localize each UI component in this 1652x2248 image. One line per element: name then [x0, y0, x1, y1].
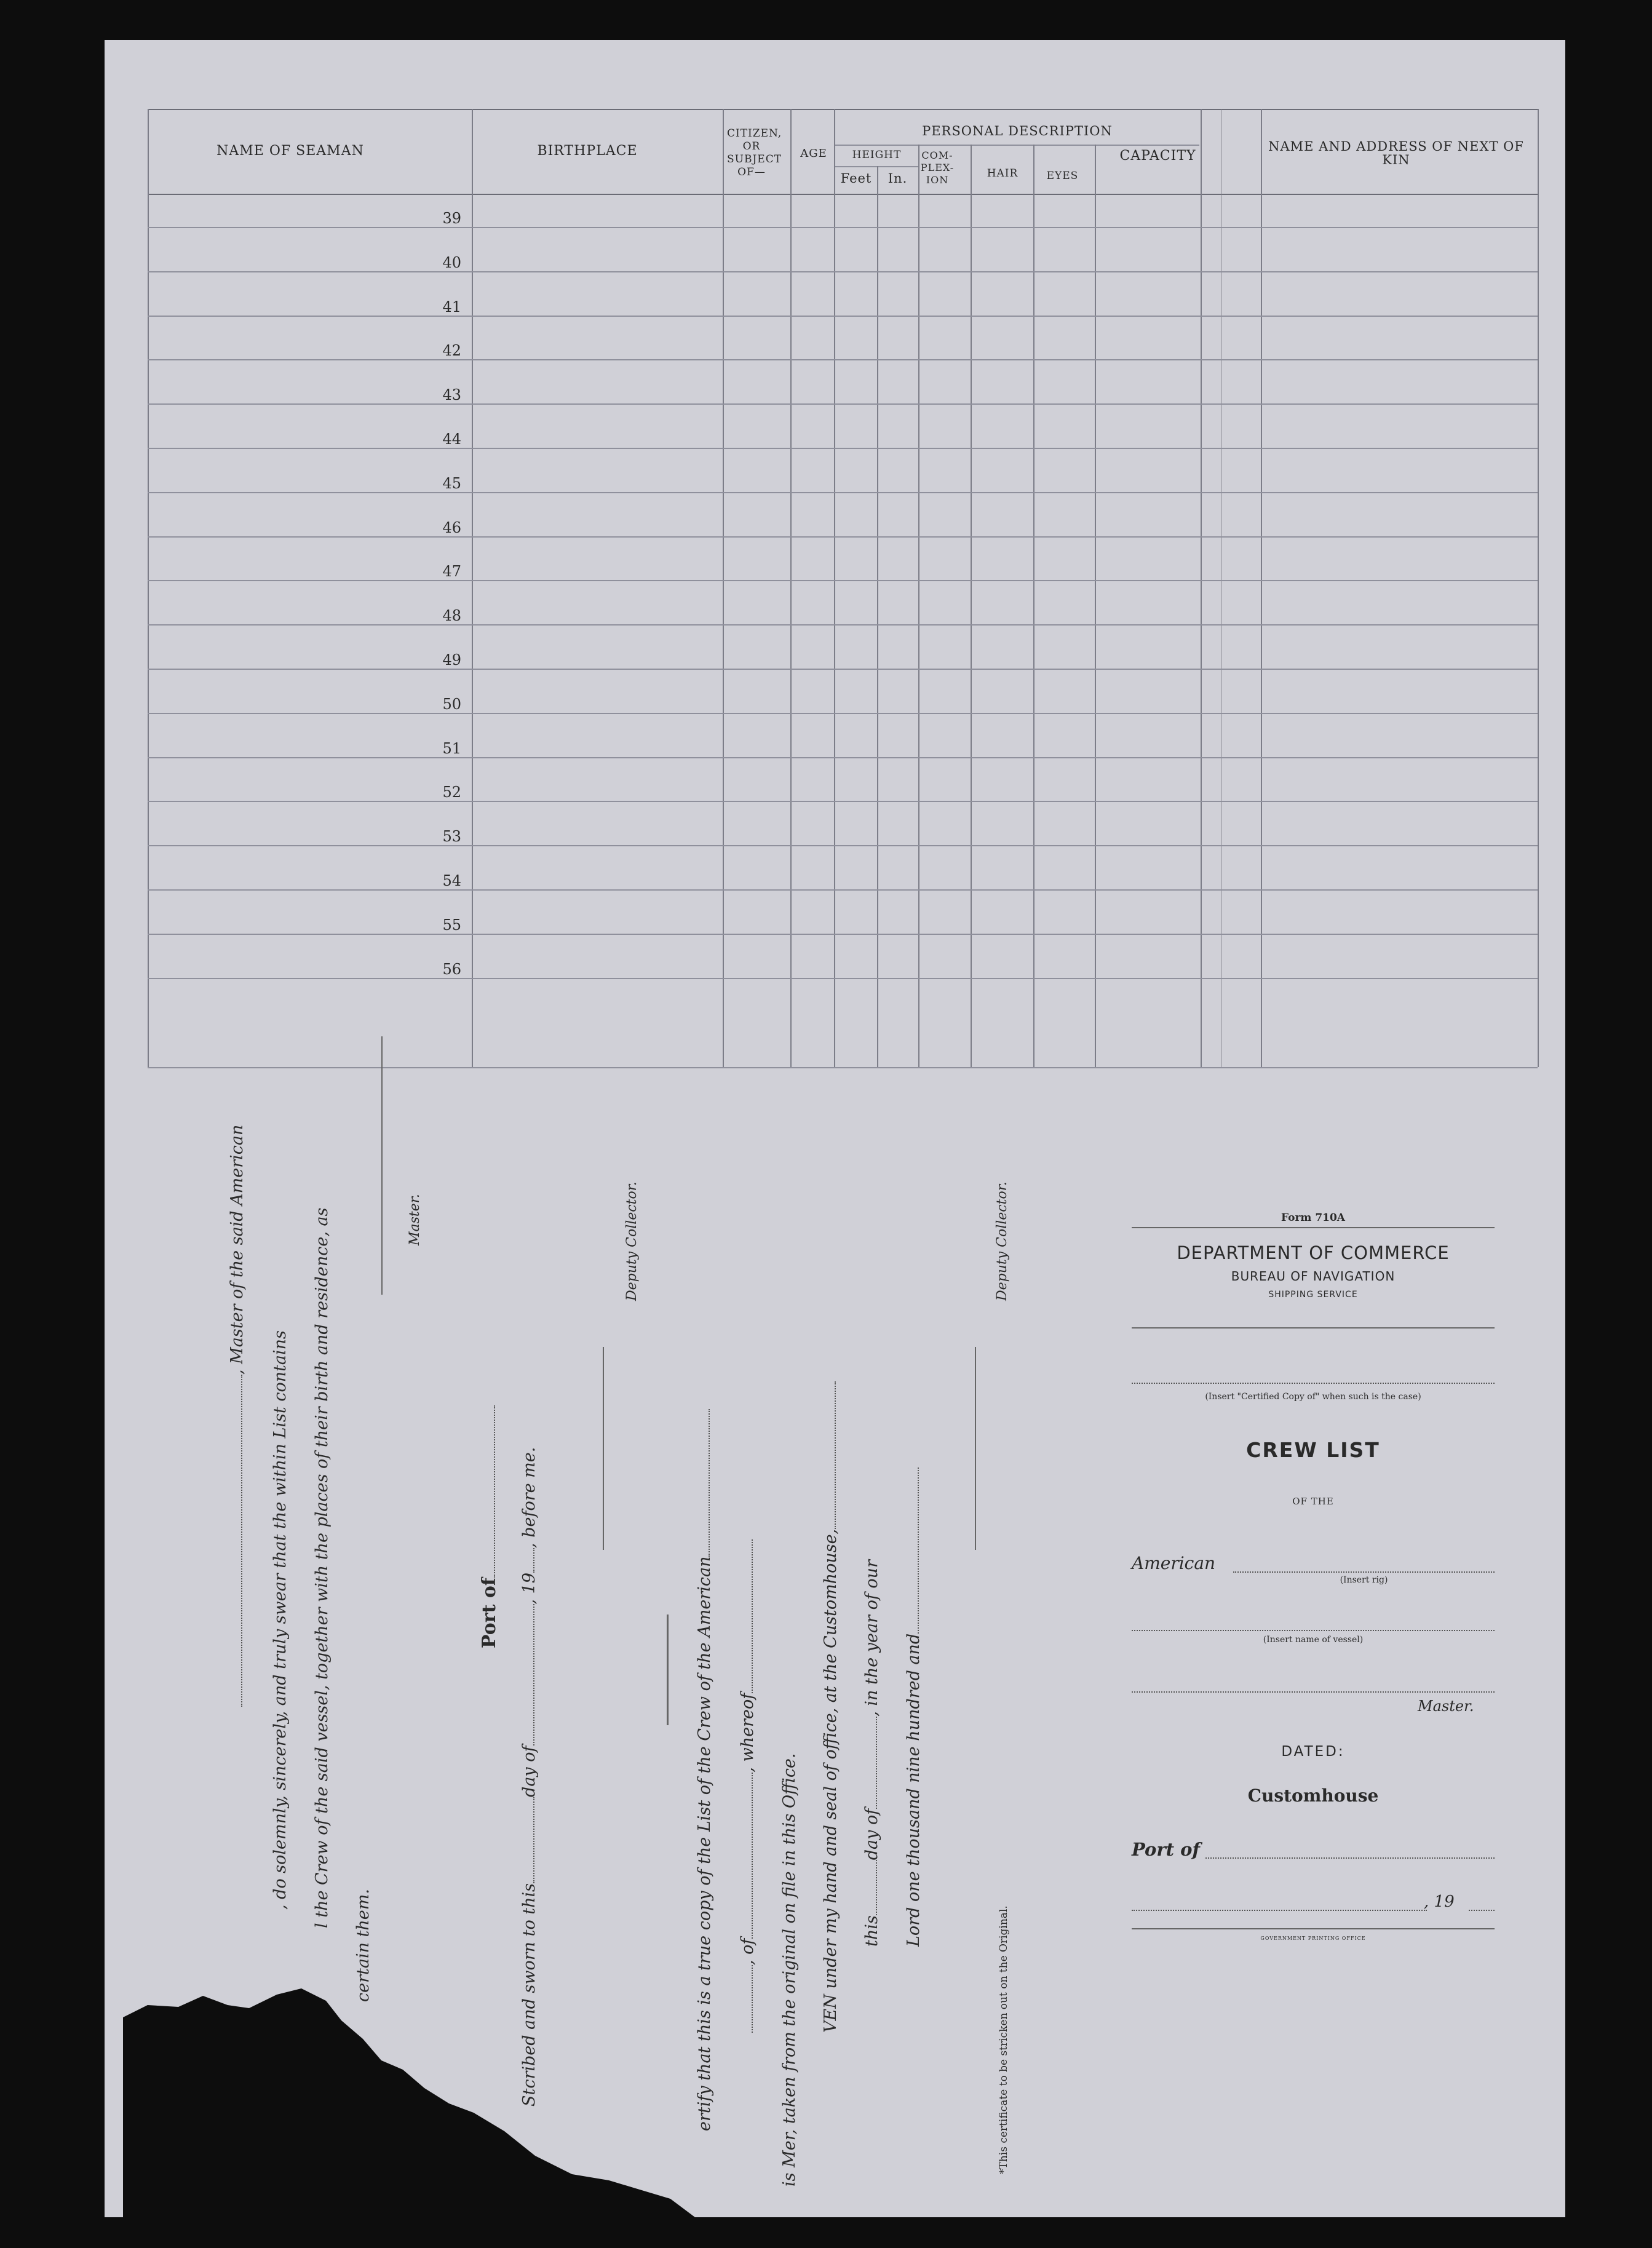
certificate-line-3-text: er, taken from the original on file in this Office. — [780, 1753, 799, 2151]
cover-master-label: Master. — [1418, 1698, 1474, 1715]
row-number: 48 — [442, 607, 461, 625]
certificate-year-of-our: , in the year of our — [862, 1560, 881, 1717]
oath-nineteen: , 19 — [520, 1572, 539, 1605]
certificate-line-6-text: Lord one thousand nine hundred and — [904, 1633, 923, 1947]
header-next-of-kin: NAME AND ADDRESS OF NEXT OF KIN — [1268, 139, 1524, 167]
torn-corner-damage — [105, 40, 1565, 2217]
row-number: 41 — [442, 298, 461, 316]
oath-line-1-text: , Master of the said American — [228, 1124, 247, 1375]
header-citizen: CITIZEN, OR SUBJECT OF— — [727, 127, 782, 178]
row-number: 47 — [442, 563, 461, 581]
oath-port-of-text: Port of — [479, 1578, 500, 1648]
cover-insert-rig: (Insert rig) — [1340, 1575, 1388, 1585]
oath-subscribed-a: St — [520, 2088, 539, 2107]
header-age: AGE — [800, 147, 827, 160]
cover-dated: DATED: — [1281, 1744, 1345, 1760]
oath-line-4-text: certain them. — [354, 1889, 373, 2002]
cover-bureau: BUREAU OF NAVIGATION — [1231, 1269, 1396, 1284]
certificate-footnote-text: *This certificate to be stricken out on the Original. — [998, 1905, 1010, 2174]
row-number: 40 — [442, 253, 461, 271]
cover-department: DEPARTMENT OF COMMERCE — [1177, 1242, 1450, 1263]
oath-master-text: Master. — [407, 1194, 423, 1245]
certificate-of: , of — [738, 1938, 757, 1965]
header-personal-description: PERSONAL DESCRIPTION — [922, 124, 1113, 138]
header-hair: HAIR — [987, 167, 1019, 180]
cover-printer: GOVERNMENT PRINTING OFFICE — [1260, 1936, 1366, 1941]
cover-american-label: American — [1132, 1553, 1216, 1573]
row-number: 54 — [442, 872, 461, 889]
certificate-this: this — [862, 1915, 881, 1947]
oath-line-3-text: l the Crew of the said vessel, together with the places of their birth and residence, as — [312, 1207, 332, 1928]
row-number: 46 — [442, 518, 461, 536]
header-name-of-seaman: NAME OF SEAMAN — [216, 143, 364, 159]
header-complexion: COM- PLEX- ION — [920, 149, 955, 186]
header-feet: Feet — [840, 171, 872, 186]
oath-before-me: , before me. — [520, 1447, 539, 1548]
header-birthplace: BIRTHPLACE — [537, 143, 638, 159]
row-number: 45 — [442, 474, 461, 492]
header-capacity: CAPACITY — [1119, 148, 1196, 164]
certificate-deputy-text: Deputy Collector. — [995, 1182, 1010, 1301]
cover-form-number: Form 710A — [1281, 1212, 1346, 1224]
row-number: 56 — [442, 960, 461, 978]
row-number: 42 — [442, 342, 461, 360]
row-number: 51 — [442, 739, 461, 757]
certificate-is-m: is M — [780, 2150, 799, 2186]
cover-of-the: OF THE — [1292, 1496, 1334, 1507]
certificate-whereof: , whereof — [738, 1693, 757, 1773]
certificate-day-of: day of — [862, 1808, 881, 1861]
header-height: HEIGHT — [852, 149, 902, 161]
row-number: 39 — [442, 210, 461, 227]
oath-day-of: day of — [520, 1746, 539, 1797]
row-number: 53 — [442, 828, 461, 846]
certificate-line-4-text: VEN under my hand and seal of office, at the Customhouse, — [821, 1528, 840, 2033]
oath-line-2-text: , do solemnly, sincerely, and truly swear that the within List contains — [271, 1330, 290, 1910]
header-eyes: EYES — [1046, 170, 1079, 182]
cover-port-of-label: Port of — [1132, 1839, 1200, 1860]
cover-customhouse: Customhouse — [1247, 1785, 1379, 1806]
oath-subscribed-b: cribed and sworn to this — [520, 1883, 539, 2089]
row-number: 43 — [442, 386, 461, 404]
cover-service: SHIPPING SERVICE — [1268, 1290, 1358, 1300]
row-number: 49 — [442, 651, 461, 669]
cover-title: CREW LIST — [1246, 1438, 1380, 1462]
document-page — [105, 40, 1565, 2217]
row-number: 52 — [442, 784, 461, 801]
row-number: 44 — [442, 431, 461, 448]
cover-certified-note: (Insert "Certified Copy of" when such is the case) — [1205, 1392, 1421, 1402]
certificate-line-1-text: ertify that this is a true copy of the List of the Crew of the American — [695, 1556, 714, 2131]
header-inches: In. — [888, 171, 908, 186]
cover-insert-name: (Insert name of vessel) — [1263, 1635, 1364, 1645]
row-number: 55 — [442, 916, 461, 934]
oath-deputy-text: Deputy Collector. — [624, 1182, 640, 1301]
row-number: 50 — [442, 695, 461, 713]
cover-year-label: , 19 — [1424, 1893, 1455, 1911]
